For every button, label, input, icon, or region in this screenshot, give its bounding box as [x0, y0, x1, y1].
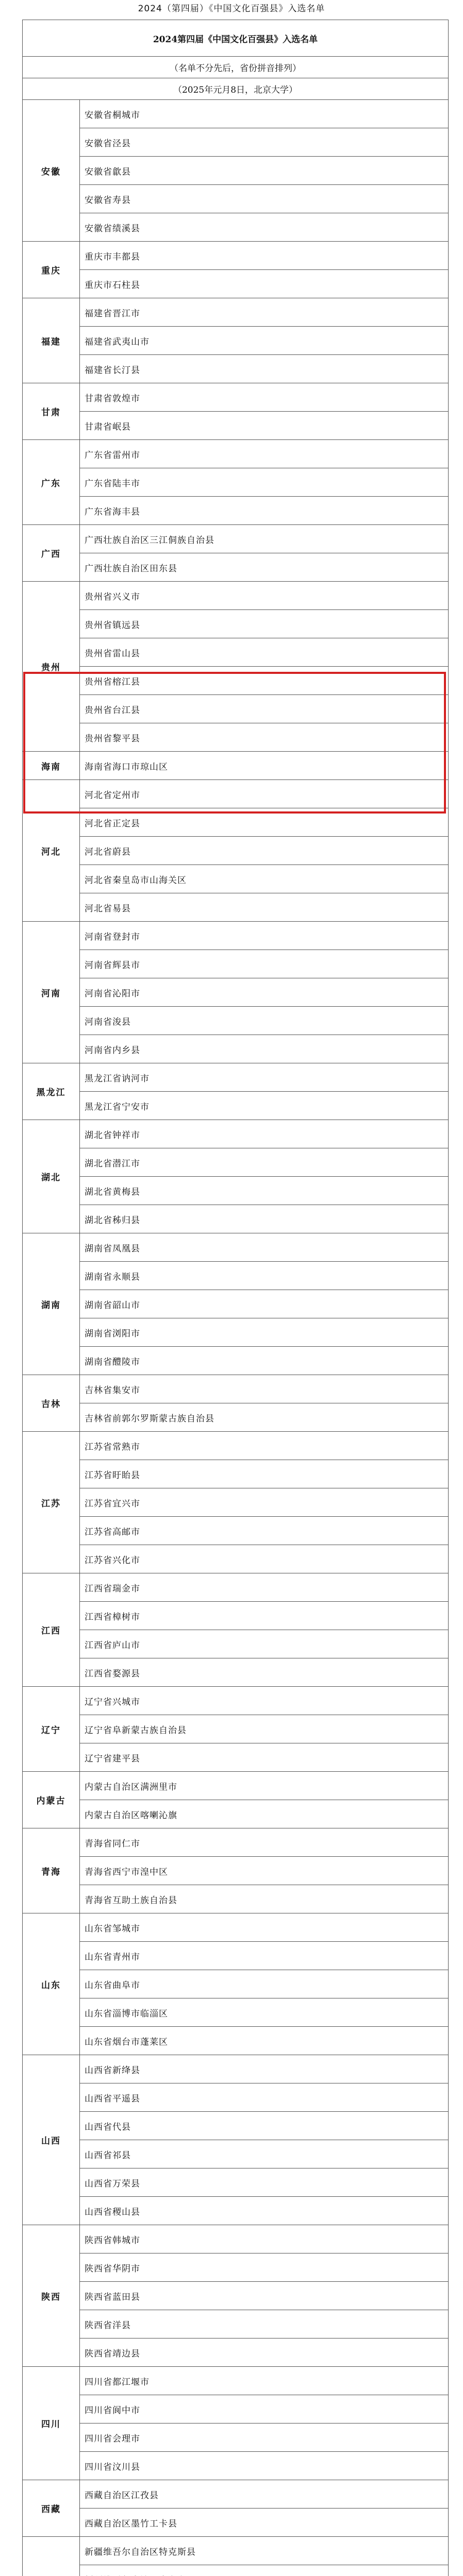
county-row: [23, 1687, 449, 1715]
county-name: 陕西省靖边县: [80, 2338, 449, 2367]
county-name: [80, 2565, 449, 2576]
note-row: [23, 57, 449, 78]
county-name: 福建省武夷山市: [80, 327, 449, 355]
county-row: [23, 2338, 449, 2367]
county-row: [23, 667, 449, 695]
county-name: 山东省曲阜市: [80, 1970, 449, 1998]
county-name: 贵州省黎平县: [80, 723, 449, 752]
county-row: [23, 468, 449, 497]
county-row: [23, 808, 449, 837]
county-row: [23, 2083, 449, 2112]
county-row: [23, 1007, 449, 1035]
county-name: 江西省樟树市: [80, 1602, 449, 1630]
county-row: [23, 327, 449, 355]
county-row: [23, 1375, 449, 1403]
county-row: [23, 1800, 449, 1828]
county-row: [23, 2168, 449, 2197]
county-name: 山东省烟台市蓬莱区: [80, 2027, 449, 2055]
county-row: [23, 553, 449, 582]
province-name: 重庆: [23, 242, 80, 298]
county-name: 青海省同仁市: [80, 1828, 449, 1857]
county-name: 内蒙古自治区喀喇沁旗: [80, 1800, 449, 1828]
county-name: 广西壮族自治区三江侗族自治县: [80, 525, 449, 553]
county-row: [23, 1828, 449, 1857]
county-row: [23, 355, 449, 383]
county-name: 江苏省常熟市: [80, 1432, 449, 1460]
county-row: [23, 1913, 449, 1942]
province-name: 海南: [23, 752, 80, 780]
county-name: 贵州省榕江县: [80, 667, 449, 695]
county-row: [23, 2509, 449, 2537]
county-name: 河南省登封市: [80, 922, 449, 950]
county-row: [23, 2112, 449, 2140]
county-name: 河南省内乡县: [80, 1035, 449, 1063]
county-row: [23, 1488, 449, 1517]
county-row: [23, 610, 449, 638]
county-row: [23, 242, 449, 270]
county-row: [23, 638, 449, 667]
county-name: 湖南省永顺县: [80, 1262, 449, 1290]
county-row: [23, 2027, 449, 2055]
county-row: [23, 1517, 449, 1545]
county-row: [23, 780, 449, 808]
county-name: 山西省平遥县: [80, 2083, 449, 2112]
county-row: [23, 412, 449, 440]
county-row: [23, 157, 449, 185]
county-name: 山东省淄博市临淄区: [80, 1998, 449, 2027]
county-row: [23, 2253, 449, 2282]
county-row: [23, 2395, 449, 2424]
county-name: 贵州省雷山县: [80, 638, 449, 667]
county-row: [23, 1035, 449, 1063]
county-row: [23, 2282, 449, 2310]
county-row: [23, 298, 449, 327]
county-row: [23, 1970, 449, 1998]
county-name: 河北省易县: [80, 893, 449, 922]
county-row: [23, 440, 449, 468]
county-name: 海南省海口市琼山区: [80, 752, 449, 780]
county-name: 河南省沁阳市: [80, 978, 449, 1007]
county-row: [23, 1120, 449, 1148]
county-row: [23, 1630, 449, 1658]
county-row: [23, 525, 449, 553]
province-name: 山西: [23, 2055, 80, 2225]
county-row: [23, 1177, 449, 1205]
county-name: 河南省浚县: [80, 1007, 449, 1035]
county-name: 山西省祁县: [80, 2140, 449, 2168]
county-name: 西藏自治区江孜县: [80, 2480, 449, 2509]
county-name: 贵州省镇远县: [80, 610, 449, 638]
county-row: [23, 1743, 449, 1772]
county-name: 四川省都江堰市: [80, 2367, 449, 2395]
county-name: 湖南省韶山市: [80, 1290, 449, 1318]
county-row: [23, 922, 449, 950]
county-name: 安徽省泾县: [80, 128, 449, 157]
county-row: [23, 2367, 449, 2395]
county-row: [23, 1658, 449, 1687]
ordering-note: （名单不分先后，省份拼音排列）: [23, 57, 449, 78]
county-name: 福建省长汀县: [80, 355, 449, 383]
county-row: [23, 1432, 449, 1460]
date-location-note: （2025年元月8日，北京大学）: [23, 78, 449, 100]
county-row: [23, 213, 449, 242]
county-row: [23, 2424, 449, 2452]
county-row: [23, 2140, 449, 2168]
selection-list-table: [22, 20, 449, 2576]
county-name: 安徽省寿县: [80, 185, 449, 213]
county-row: [23, 1262, 449, 1290]
county-name: 河北省蔚县: [80, 837, 449, 865]
county-name: 吉林省前郭尔罗斯蒙古族自治县: [80, 1403, 449, 1432]
county-name: 江苏省盱眙县: [80, 1460, 449, 1488]
county-name: 黑龙江省讷河市: [80, 1063, 449, 1092]
province-name: 内蒙古: [23, 1772, 80, 1828]
county-row: [23, 1998, 449, 2027]
county-row: [23, 1063, 449, 1092]
county-name: 陕西省洋县: [80, 2310, 449, 2338]
county-name: 湖南省浏阳市: [80, 1318, 449, 1347]
county-name: 山西省稷山县: [80, 2197, 449, 2225]
county-row: [23, 2480, 449, 2509]
county-name: 河北省正定县: [80, 808, 449, 837]
province-name: [23, 2537, 80, 2576]
county-name: 陕西省韩城市: [80, 2225, 449, 2253]
county-row: [23, 1233, 449, 1262]
county-name: 重庆市石柱县: [80, 270, 449, 298]
province-name: 贵州: [23, 582, 80, 752]
county-row: [23, 100, 449, 128]
county-row: [23, 383, 449, 412]
county-row: [23, 865, 449, 893]
province-name: 陕西: [23, 2225, 80, 2367]
county-row: [23, 2225, 449, 2253]
county-row: [23, 752, 449, 780]
county-row: [23, 837, 449, 865]
county-name: 广东省海丰县: [80, 497, 449, 525]
county-row: [23, 1403, 449, 1432]
county-row: [23, 2452, 449, 2480]
county-name: 湖北省黄梅县: [80, 1177, 449, 1205]
county-name: 辽宁省阜新蒙古族自治县: [80, 1715, 449, 1743]
province-name: 河南: [23, 922, 80, 1063]
province-name: 吉林: [23, 1375, 80, 1432]
county-name: 甘肃省岷县: [80, 412, 449, 440]
county-row: [23, 2055, 449, 2083]
province-name: 江西: [23, 1573, 80, 1687]
province-name: 辽宁: [23, 1687, 80, 1772]
date-row: [23, 78, 449, 100]
province-name: 安徽: [23, 100, 80, 242]
heading-row: [23, 20, 449, 57]
county-row: [23, 1205, 449, 1233]
county-name: 陕西省蓝田县: [80, 2282, 449, 2310]
county-name: 湖南省凤凰县: [80, 1233, 449, 1262]
province-name: 河北: [23, 780, 80, 922]
county-name: 山西省新绛县: [80, 2055, 449, 2083]
county-name: 山西省代县: [80, 2112, 449, 2140]
county-name: 青海省互助土族自治县: [80, 1885, 449, 1913]
county-name: 新疆维吾尔自治区特克斯县: [80, 2537, 449, 2565]
county-name: 青海省西宁市湟中区: [80, 1857, 449, 1885]
province-name: 广西: [23, 525, 80, 582]
county-row: [23, 2537, 449, 2565]
county-name: 江苏省兴化市: [80, 1545, 449, 1573]
county-name: 河北省定州市: [80, 780, 449, 808]
county-name: 重庆市丰都县: [80, 242, 449, 270]
county-row: [23, 497, 449, 525]
county-name: 山东省青州市: [80, 1942, 449, 1970]
county-row: [23, 582, 449, 610]
county-name: 福建省晋江市: [80, 298, 449, 327]
county-name: 安徽省桐城市: [80, 100, 449, 128]
county-name: 四川省阆中市: [80, 2395, 449, 2424]
county-row: [23, 2565, 449, 2576]
county-row: [23, 893, 449, 922]
county-row: [23, 950, 449, 978]
county-name: 湖北省秭归县: [80, 1205, 449, 1233]
county-name: 河北省秦皇岛市山海关区: [80, 865, 449, 893]
county-name: 贵州省台江县: [80, 695, 449, 723]
county-name: 四川省汶川县: [80, 2452, 449, 2480]
county-row: [23, 723, 449, 752]
county-name: 辽宁省建平县: [80, 1743, 449, 1772]
county-name: 内蒙古自治区满洲里市: [80, 1772, 449, 1800]
county-name: 江西省瑞金市: [80, 1573, 449, 1602]
county-name: 江西省庐山市: [80, 1630, 449, 1658]
county-row: [23, 1092, 449, 1120]
county-name: 辽宁省兴城市: [80, 1687, 449, 1715]
county-row: [23, 270, 449, 298]
province-name: 青海: [23, 1828, 80, 1913]
county-name: 湖北省潜江市: [80, 1148, 449, 1177]
province-name: 甘肃: [23, 383, 80, 440]
county-row: [23, 1715, 449, 1743]
list-heading: 2024第四届《中国文化百强县》入选名单: [23, 20, 449, 57]
county-name: 河南省辉县市: [80, 950, 449, 978]
county-name: 广东省陆丰市: [80, 468, 449, 497]
county-name: 甘肃省敦煌市: [80, 383, 449, 412]
county-row: [23, 1885, 449, 1913]
county-name: 陕西省华阴市: [80, 2253, 449, 2282]
county-row: [23, 978, 449, 1007]
county-name: 安徽省歙县: [80, 157, 449, 185]
province-name: 福建: [23, 298, 80, 383]
county-row: [23, 1318, 449, 1347]
county-row: [23, 1148, 449, 1177]
county-row: [23, 1942, 449, 1970]
county-row: [23, 128, 449, 157]
county-name: 江苏省高邮市: [80, 1517, 449, 1545]
county-name: 湖北省钟祥市: [80, 1120, 449, 1148]
province-name: 四川: [23, 2367, 80, 2480]
county-row: [23, 695, 449, 723]
county-row: [23, 2197, 449, 2225]
page-title: 2024（第四届）《中国文化百强县》入选名单: [138, 4, 325, 14]
county-name: 江西省婺源县: [80, 1658, 449, 1687]
county-name: 黑龙江省宁安市: [80, 1092, 449, 1120]
county-row: [23, 1857, 449, 1885]
county-name: 安徽省绩溪县: [80, 213, 449, 242]
county-name: 湖南省醴陵市: [80, 1347, 449, 1375]
county-row: [23, 1290, 449, 1318]
county-name: 广东省雷州市: [80, 440, 449, 468]
county-name: 山西省万荣县: [80, 2168, 449, 2197]
province-name: 山东: [23, 1913, 80, 2055]
county-row: [23, 1573, 449, 1602]
county-row: [23, 1602, 449, 1630]
province-name: 湖南: [23, 1233, 80, 1375]
county-row: [23, 1772, 449, 1800]
county-name: 吉林省集安市: [80, 1375, 449, 1403]
county-name: 山东省邹城市: [80, 1913, 449, 1942]
county-row: [23, 1347, 449, 1375]
province-name: 江苏: [23, 1432, 80, 1573]
province-name: 广东: [23, 440, 80, 525]
county-name: 江苏省宜兴市: [80, 1488, 449, 1517]
county-row: [23, 2310, 449, 2338]
county-name: 广西壮族自治区田东县: [80, 553, 449, 582]
county-row: [23, 1545, 449, 1573]
county-name: 西藏自治区墨竹工卡县: [80, 2509, 449, 2537]
province-name: 黑龙江: [23, 1063, 80, 1120]
county-name: 四川省会理市: [80, 2424, 449, 2452]
county-row: [23, 185, 449, 213]
county-row: [23, 1460, 449, 1488]
county-name: 贵州省兴义市: [80, 582, 449, 610]
province-name: 西藏: [23, 2480, 80, 2537]
province-name: 湖北: [23, 1120, 80, 1233]
